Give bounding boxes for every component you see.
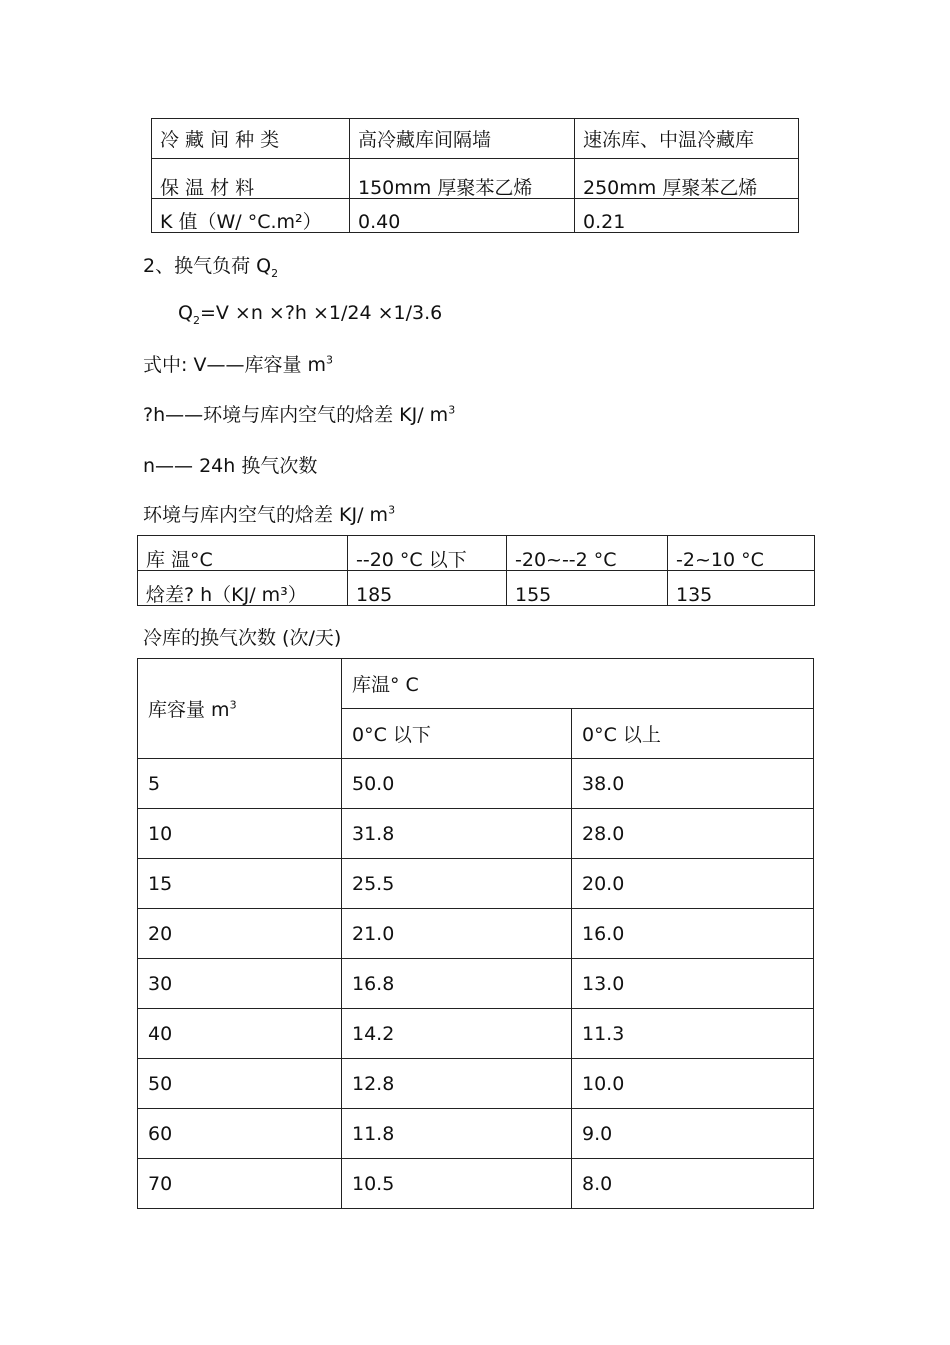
table-cell: 40 bbox=[138, 1009, 342, 1059]
definition-text: ?h——环境与库内空气的焓差 KJ/ m bbox=[143, 404, 449, 426]
table-cell: 10 bbox=[138, 809, 342, 859]
table-cell: 9.0 bbox=[572, 1109, 814, 1159]
column-header-above-zero: 0°C 以上 bbox=[572, 709, 814, 759]
table-row bbox=[138, 1109, 814, 1159]
table-cell: --20 °C 以下 bbox=[348, 536, 507, 571]
table-cell: 25.5 bbox=[342, 859, 572, 909]
table-row bbox=[138, 1159, 814, 1209]
table-row bbox=[138, 571, 815, 606]
superscript: 3 bbox=[326, 353, 333, 367]
table-cell: 21.0 bbox=[342, 909, 572, 959]
table-cell: -2~10 °C bbox=[668, 536, 815, 571]
table-cell: 20.0 bbox=[572, 859, 814, 909]
definition-h bbox=[143, 400, 455, 427]
table-cell: 库 温°C bbox=[138, 536, 348, 571]
formula bbox=[178, 302, 442, 327]
table-cell: 13.0 bbox=[572, 959, 814, 1009]
definition-n bbox=[143, 451, 317, 478]
table-cell: 10.5 bbox=[342, 1159, 572, 1209]
table-cell: 10.0 bbox=[572, 1059, 814, 1109]
table-cell: 16.8 bbox=[342, 959, 572, 1009]
table-cell: 0.40 bbox=[350, 199, 575, 233]
subscript: 2 bbox=[192, 313, 200, 327]
insulation-table bbox=[151, 118, 799, 233]
enthalpy-table bbox=[137, 535, 815, 606]
superscript: 3 bbox=[388, 503, 396, 517]
table-row bbox=[152, 159, 799, 199]
table-cell: 焓差? h（KJ/ m³） bbox=[138, 571, 348, 606]
table-row bbox=[152, 199, 799, 233]
column-header-temperature: 库温° C bbox=[342, 659, 814, 709]
definition-text: n—— 24h 换气次数 bbox=[143, 455, 318, 477]
table-cell: 保 温 材 料 bbox=[152, 159, 350, 199]
table-cell: 185 bbox=[348, 571, 507, 606]
table-cell: 50 bbox=[138, 1059, 342, 1109]
table-row bbox=[152, 119, 799, 159]
table-row bbox=[138, 859, 814, 909]
table-cell: 8.0 bbox=[572, 1159, 814, 1209]
table-cell: 16.0 bbox=[572, 909, 814, 959]
table-cell: 11.8 bbox=[342, 1109, 572, 1159]
table-cell: 11.3 bbox=[572, 1009, 814, 1059]
table-cell: 31.8 bbox=[342, 809, 572, 859]
table-cell: 150mm 厚聚苯乙烯 bbox=[350, 159, 575, 199]
table-cell: 60 bbox=[138, 1109, 342, 1159]
table-cell: 70 bbox=[138, 1159, 342, 1209]
table-cell: 12.8 bbox=[342, 1059, 572, 1109]
formula-q: Q bbox=[178, 302, 193, 324]
table-row bbox=[138, 759, 814, 809]
table-row bbox=[138, 909, 814, 959]
table-header-row bbox=[138, 659, 814, 709]
table-row bbox=[138, 536, 815, 571]
header-text: 库容量 m bbox=[148, 699, 230, 721]
table-cell: 14.2 bbox=[342, 1009, 572, 1059]
superscript: 3 bbox=[229, 698, 237, 712]
caption-text: 环境与库内空气的焓差 KJ/ m bbox=[143, 504, 389, 526]
air-change-table bbox=[137, 658, 814, 1209]
table-cell: 30 bbox=[138, 959, 342, 1009]
table-cell: 20 bbox=[138, 909, 342, 959]
table-row bbox=[138, 1059, 814, 1109]
subscript: 2 bbox=[271, 266, 279, 280]
table-cell: K 值（W/ °C.m²） bbox=[152, 199, 350, 233]
table-cell: 250mm 厚聚苯乙烯 bbox=[575, 159, 799, 199]
table-cell: 135 bbox=[668, 571, 815, 606]
definition-text: 式中: V——库容量 m bbox=[143, 354, 326, 376]
table-cell: 5 bbox=[138, 759, 342, 809]
table-cell: 28.0 bbox=[572, 809, 814, 859]
table2-caption bbox=[143, 500, 395, 527]
table-cell: 155 bbox=[507, 571, 668, 606]
table-cell: -20~--2 °C bbox=[507, 536, 668, 571]
table-cell: 高冷藏库间隔墙 bbox=[350, 119, 575, 159]
table-cell: 0.21 bbox=[575, 199, 799, 233]
section-heading-text: 2、换气负荷 Q bbox=[143, 255, 272, 277]
table-cell: 速冻库、中温冷藏库 bbox=[575, 119, 799, 159]
table-cell: 38.0 bbox=[572, 759, 814, 809]
superscript: 3 bbox=[448, 403, 456, 417]
table-cell: 15 bbox=[138, 859, 342, 909]
column-header-below-zero: 0°C 以下 bbox=[342, 709, 572, 759]
table3-caption: 冷库的换气次数 (次/天) bbox=[143, 627, 342, 649]
definition-v bbox=[143, 350, 333, 377]
table-row bbox=[138, 809, 814, 859]
table-row bbox=[138, 959, 814, 1009]
formula-rest: =V ×n ×?h ×1/24 ×1/3.6 bbox=[199, 302, 443, 324]
table-row bbox=[138, 1009, 814, 1059]
table-cell: 50.0 bbox=[342, 759, 572, 809]
column-header-capacity bbox=[138, 659, 342, 759]
section-heading bbox=[143, 251, 278, 280]
table-cell: 冷 藏 间 种 类 bbox=[152, 119, 350, 159]
